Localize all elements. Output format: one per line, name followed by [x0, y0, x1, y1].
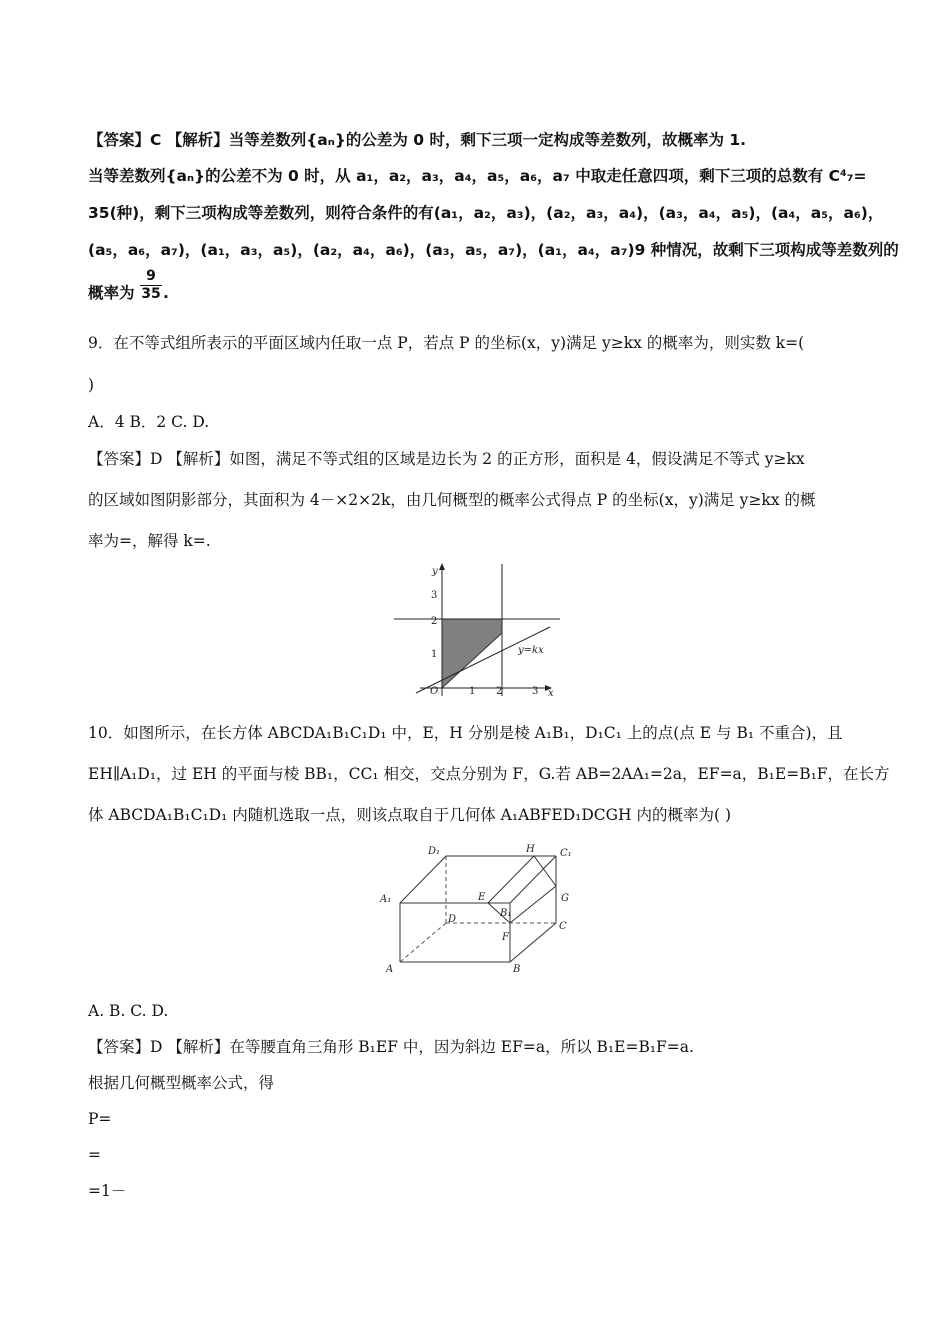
q9-options: A．4 B．2 C. D.	[88, 413, 210, 431]
x-axis-label: x	[548, 688, 554, 699]
label-a: A	[386, 964, 394, 975]
x-tick-1: 1	[469, 686, 476, 697]
q10-answer-line3: P=	[88, 1110, 112, 1128]
x-tick-3: 3	[532, 686, 539, 697]
y-axis-label: y	[432, 566, 438, 577]
q10-answer-line2: 根据几何概型概率公式，得	[88, 1074, 275, 1092]
q10-line3: 体 ABCDA₁B₁C₁D₁ 内随机选取一点，则该点取自于几何体 A₁ABFED₁DCGH 内的概率为( )	[88, 806, 732, 824]
q10-line1: 10．如图所示，在长方体 ABCDA₁B₁C₁D₁ 中，E，H 分别是棱 A₁B₁，D₁C₁ 上的点(点 E 与 B₁ 不重合)，且	[88, 724, 843, 742]
label-h: H	[526, 844, 535, 855]
q9-line1: 9．在不等式组所表示的平面区域内任取一点 P，若点 P 的坐标(x，y)满足 y≥kx 的概率为，则实数 k=(	[88, 334, 805, 352]
solution8-line1: 【答案】C 【解析】当等差数列{aₙ}的公差为 0 时，剩下三项一定构成等差数列，故概率为 1.	[88, 131, 747, 149]
q9-line2: )	[88, 376, 95, 394]
q10-line2: EH∥A₁D₁，过 EH 的平面与棱 BB₁，CC₁ 相交，交点分别为 F，G.若 AB=2AA₁=2a，EF=a，B₁E=B₁F，在长方	[88, 765, 890, 783]
edge-a1-d1	[400, 856, 446, 903]
fraction-denominator: 35	[141, 286, 161, 302]
q9-answer-line1: 【答案】D 【解析】如图，满足不等式组的区域是边长为 2 的正方形，面积是 4，假设满足不等式 y≥kx	[88, 450, 805, 468]
hidden-edge-d-a	[400, 923, 446, 962]
line-kx-label: y=kx	[518, 645, 544, 656]
q10-answer-line4: =	[88, 1146, 101, 1164]
q9-answer-line3: 率为=，解得 k=.	[88, 532, 211, 550]
x-tick-2: 2	[496, 686, 503, 697]
edge-f-g	[510, 886, 556, 923]
label-d1: D₁	[428, 846, 441, 857]
edge-b-c	[510, 923, 556, 962]
label-d: D	[448, 914, 457, 925]
edge-e-h	[488, 856, 534, 903]
q10-answer-line5: =1－	[88, 1182, 127, 1200]
y-axis-arrow	[439, 563, 445, 570]
solution8-line3: 35(种)，剩下三项构成等差数列，则符合条件的有(a₁，a₂，a₃)，(a₂，a₃，a₄)，(a₃，a₄，a₅)，(a₄，a₅，a₆)，	[88, 204, 884, 222]
origin-label: O	[430, 686, 439, 697]
solution8-line4: (a₅，a₆，a₇)，(a₁，a₃，a₅)，(a₂，a₄，a₆)，(a₃，a₅，a₇)，(a₁，a₄，a₇)9 种情况，故剩下三项构成等差数列的	[88, 241, 899, 259]
label-b1: B₁	[500, 908, 512, 919]
label-a1: A₁	[380, 894, 392, 905]
q9-answer-line2: 的区域如图阴影部分，其面积为 4－×2×2k，由几何概型的概率公式得点 P 的坐标(x，y)满足 y≥kx 的概	[88, 491, 816, 509]
fraction-numerator: 9	[140, 268, 162, 286]
edge-h-g	[534, 856, 556, 886]
y-tick-1: 1	[431, 649, 438, 660]
solution8-line5-suffix: .	[163, 284, 169, 302]
label-e: E	[478, 892, 486, 903]
label-c1: C₁	[560, 848, 572, 859]
label-b: B	[513, 964, 521, 975]
q10-options: A. B. C. D.	[88, 1002, 169, 1020]
region-graph	[390, 560, 560, 700]
y-tick-2: 2	[431, 616, 438, 627]
edge-b1-c1	[510, 856, 556, 903]
label-c: C	[559, 921, 567, 932]
label-f: F	[502, 932, 509, 943]
solution8-line2: 当等差数列{aₙ}的公差不为 0 时，从 a₁，a₂，a₃，a₄，a₅，a₆，a₇ 中取走任意四项，剩下三项的总数有 C⁴₇=	[88, 167, 867, 185]
shaded-region	[442, 619, 502, 688]
y-tick-3: 3	[431, 590, 438, 601]
fraction-9-35	[140, 268, 162, 303]
cuboid-figure	[376, 838, 586, 978]
q10-answer-line1: 【答案】D 【解析】在等腰直角三角形 B₁EF 中，因为斜边 EF=a，所以 B₁E=B₁F=a.	[88, 1038, 694, 1056]
label-g: G	[561, 893, 569, 904]
solution8-line5	[88, 283, 135, 303]
solution8-line5-prefix: 概率为	[88, 284, 135, 302]
